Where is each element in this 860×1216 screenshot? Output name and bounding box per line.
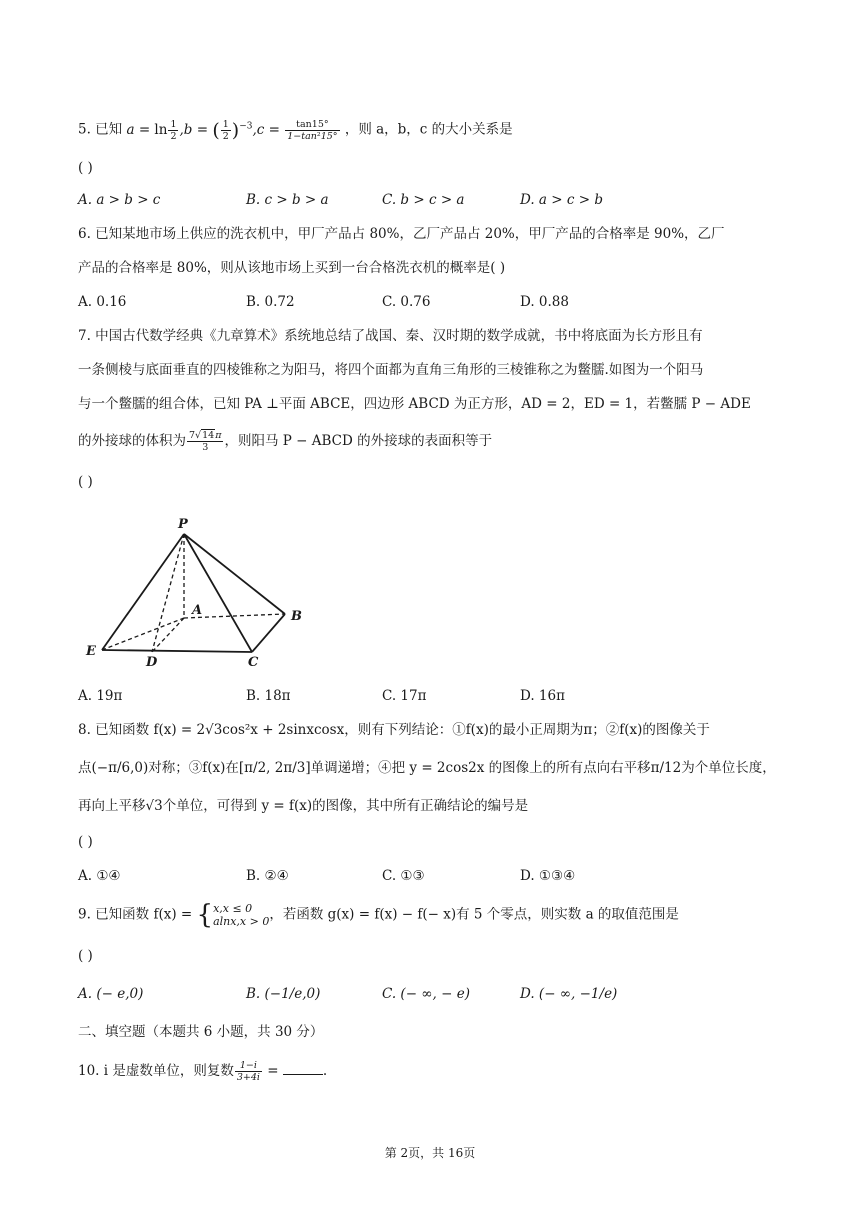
q5-choice-a[interactable]: A. a > b > c	[78, 192, 161, 208]
q7-choice-a[interactable]: A. 19π	[78, 688, 123, 704]
q7-line4	[78, 430, 492, 453]
q10-answer-blank[interactable]	[283, 1062, 323, 1075]
q5-paren: ( )	[78, 160, 93, 176]
q9-case1: x,x ≤ 0	[213, 902, 253, 915]
q8-choice-b[interactable]: B. ②④	[246, 868, 289, 884]
q8-choices	[78, 866, 778, 886]
q7-line1: 7. 中国古代数学经典《九章算术》系统地总结了战国、秦、汉时期的数学成就，书中将底面为长方形且有	[78, 328, 703, 344]
q5-choice-d[interactable]: D. a > c > b	[520, 192, 603, 208]
q6-line1: 6. 已知某地市场上供应的洗衣机中，甲厂产品占 80%，乙厂产品占 20%，甲厂产品的合格率是 90%，乙厂	[78, 226, 725, 242]
q7-line4-prefix: 的外接球的体积为	[78, 433, 186, 449]
q5-formula: a = ln $\frac{1}{2}$ ,b = ( $\frac{1}{2}$ )$^{-3}$,c = $\frac{\tan 15^\circ}{\text{1−tan²15°}}$	[126, 118, 338, 142]
label-d: D	[146, 655, 158, 670]
q9-suffix: ，若函数 g(x) = f(x) − f(− x)有 5 个零点，则实数 a 的取值范围是	[269, 906, 679, 923]
q5-stem	[78, 116, 513, 142]
q10-frac-num: 1−i	[235, 1060, 262, 1072]
edge-ec	[102, 650, 252, 652]
edge-pb	[184, 534, 285, 614]
edge-cb	[252, 614, 285, 652]
label-e: E	[86, 644, 96, 659]
q10-fraction	[235, 1060, 262, 1083]
q7-choice-b[interactable]: B. 18π	[246, 688, 291, 704]
label-a: A	[192, 603, 203, 618]
q7-choices	[78, 686, 778, 706]
q9-choice-d[interactable]: D. (− ∞, −1/e)	[520, 986, 618, 1002]
q8-choice-a[interactable]: A. ①④	[78, 868, 121, 884]
q7-volume-fraction: $\frac{7√14\pi}{3}$	[189, 430, 222, 453]
q9-stem	[78, 902, 679, 928]
q9-choice-b[interactable]: B. (−1/e,0)	[246, 986, 321, 1002]
q9-cases	[213, 902, 269, 928]
label-p: P	[178, 517, 188, 532]
q6-choices	[78, 292, 778, 312]
q5-prefix: 5. 已知	[78, 121, 127, 138]
label-b: B	[291, 609, 302, 624]
q5-choice-c[interactable]: C. b > c > a	[382, 192, 465, 208]
q8-line2: 点(−π/6,0)对称；③f(x)在[π/2, 2π/3]单调递增；④把 y = 2cos2x 的图像上的所有点向右平移π/12为个单位长度，	[78, 760, 776, 776]
q6-line2: 产品的合格率是 80%，则从该地市场上买到一台合格洗衣机的概率是( )	[78, 260, 506, 276]
q10-equals: =	[267, 1063, 279, 1079]
q7-line4-suffix: ，则阳马 P − ABCD 的外接球的表面积等于	[224, 433, 493, 449]
q9-choice-a[interactable]: A. (− e,0)	[78, 986, 144, 1002]
q8-choice-c[interactable]: C. ①③	[382, 868, 425, 884]
q7-choice-c[interactable]: C. 17π	[382, 688, 427, 704]
q5-choices	[78, 190, 778, 210]
q10-frac-den: 3+4i	[236, 1072, 260, 1083]
q10-end: .	[322, 1063, 328, 1079]
q7-pyramid-figure	[80, 512, 320, 672]
q7-line3: 与一个鳖臑的组合体，已知 PA ⊥平面 ABCE，四边形 ABCD 为正方形，AD = 2，ED = 1，若鳖臑 P − ADE	[78, 396, 751, 412]
q10-prefix: 10. i 是虚数单位，则复数	[78, 1063, 234, 1079]
q7-paren: ( )	[78, 474, 93, 490]
q9-paren: ( )	[78, 948, 93, 964]
q6-choice-a[interactable]: A. 0.16	[78, 294, 127, 310]
edge-ad	[152, 618, 184, 652]
q5-suffix: ，则 a，b，c 的大小关系是	[344, 121, 513, 138]
q8-paren: ( )	[78, 834, 93, 850]
q9-brace: {	[196, 900, 214, 930]
q9-case2: alnx,x > 0	[213, 915, 270, 928]
q7-choice-d[interactable]: D. 16π	[520, 688, 565, 704]
q6-choice-b[interactable]: B. 0.72	[246, 294, 295, 310]
q6-choice-c[interactable]: C. 0.76	[382, 294, 431, 310]
q5-choice-b[interactable]: B. c > b > a	[246, 192, 329, 208]
q9-choices	[78, 984, 778, 1004]
q10-stem	[78, 1060, 327, 1083]
q8-line1: 8. 已知函数 f(x) = 2√3cos²x + 2sinxcosx，则有下列结论：①f(x)的最小正周期为π；②f(x)的图像关于	[78, 722, 710, 738]
label-c: C	[248, 655, 259, 670]
section-heading: 二、填空题（本题共 6 小题，共 30 分）	[78, 1024, 324, 1040]
q6-choice-d[interactable]: D. 0.88	[520, 294, 569, 310]
q9-prefix: 9. 已知函数 f(x) =	[78, 906, 193, 923]
q9-choice-c[interactable]: C. (− ∞, − e)	[382, 986, 470, 1002]
edge-pe	[102, 534, 184, 650]
edge-pc	[184, 534, 252, 652]
q8-choice-d[interactable]: D. ①③④	[520, 868, 576, 884]
q8-line3: 再向上平移√3个单位，可得到 y = f(x)的图像，其中所有正确结论的编号是	[78, 798, 529, 814]
page-footer: 第 2页，共 16页	[384, 1146, 476, 1160]
q7-line2: 一条侧棱与底面垂直的四棱锥称之为阳马，将四个面都为直角三角形的三棱锥称之为鳖臑.如图为一个阳马	[78, 362, 704, 378]
